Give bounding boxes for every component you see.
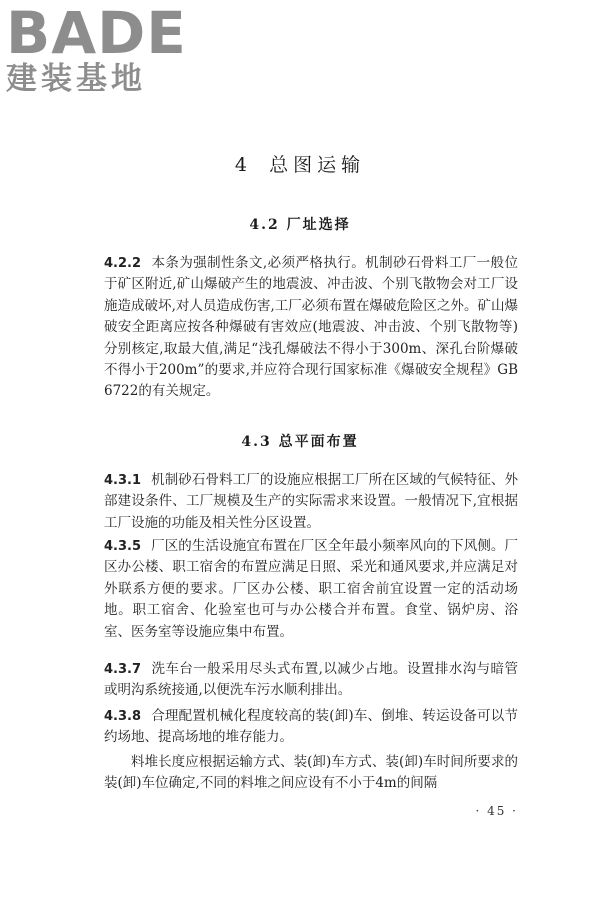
paragraph-text: 洗车台一般采用尽头式布置,以减少占地。设置排水沟与暗管或明沟系统接通,以便洗车污水顺利排出。 [104, 661, 518, 699]
logo-subtitle: 建装基地 [6, 61, 146, 97]
logo-brand: BADE [6, 0, 187, 67]
paragraph-4-3-7 [104, 659, 518, 702]
clause-number: 4.3.7 [104, 662, 142, 677]
paragraph-text: 合理配置机械化程度较高的装(卸)车、倒堆、转运设备可以节约场地、提高场地的堆存能力。 [104, 708, 518, 746]
clause-number: 4.3.8 [104, 709, 142, 724]
logo [6, 0, 187, 97]
paragraph-text: 本条为强制性条文,必须严格执行。机制砂石骨料工厂一般位于矿区附近,矿山爆破产生的地震波、冲击波、个别飞散物会对工厂设施造成破坏,对人员造成伤害,工厂必须布置在爆破危险区之外。矿山爆破安全距离应按各种爆破有害效应(地震波、冲击波、个别飞散物等)分别核定,取最大值,满足“浅孔爆破法不得小于300m、深孔台阶爆破不得小于200m”的要求,并应符合现行国家标准《爆破安全规程》GB 6722的有关规定。 [104, 255, 518, 400]
paragraph-text: 料堆长度应根据运输方式、装(卸)车方式、装(卸)车时间所要求的装(卸)车位确定,不同的料堆之间应设有不小于4m的间隔 [104, 754, 518, 792]
chapter-title [0, 150, 600, 177]
paragraph-4-2-2 [104, 253, 518, 403]
clause-number: 4.3.1 [104, 473, 142, 488]
paragraph-4-3-8-continued [104, 752, 518, 795]
paragraph-4-3-5 [104, 536, 518, 643]
chapter-number: 4 [234, 154, 253, 176]
section-heading-4-3: 4.3 总平面布置 [241, 434, 359, 450]
clause-number: 4.3.5 [104, 539, 142, 554]
clause-number: 4.2.2 [104, 256, 142, 271]
paragraph-4-3-1 [104, 470, 518, 534]
paragraph-text: 厂区的生活设施宜布置在厂区全年最小频率风向的下风侧。厂区办公楼、职工宿舍的布置应满足日照、采光和通风要求,并应满足对外联系方便的要求。厂区办公楼、职工宿舍前宜设置一定的活动场地。职工宿舍、化验室也可与办公楼合并布置。食堂、锅炉房、浴室、医务室等设施应集中布置。 [104, 538, 518, 640]
section-heading-4-2: 4.2 厂址选择 [249, 217, 351, 233]
chapter-name: 总图运输 [269, 154, 366, 176]
page-number: · 45 · [475, 804, 518, 818]
paragraph-text: 机制砂石骨料工厂的设施应根据工厂所在区域的气候特征、外部建设条件、工厂规模及生产的实际需求来设置。一般情况下,宜根据工厂设施的功能及相关性分区设置。 [104, 472, 518, 531]
paragraph-4-3-8 [104, 706, 518, 749]
